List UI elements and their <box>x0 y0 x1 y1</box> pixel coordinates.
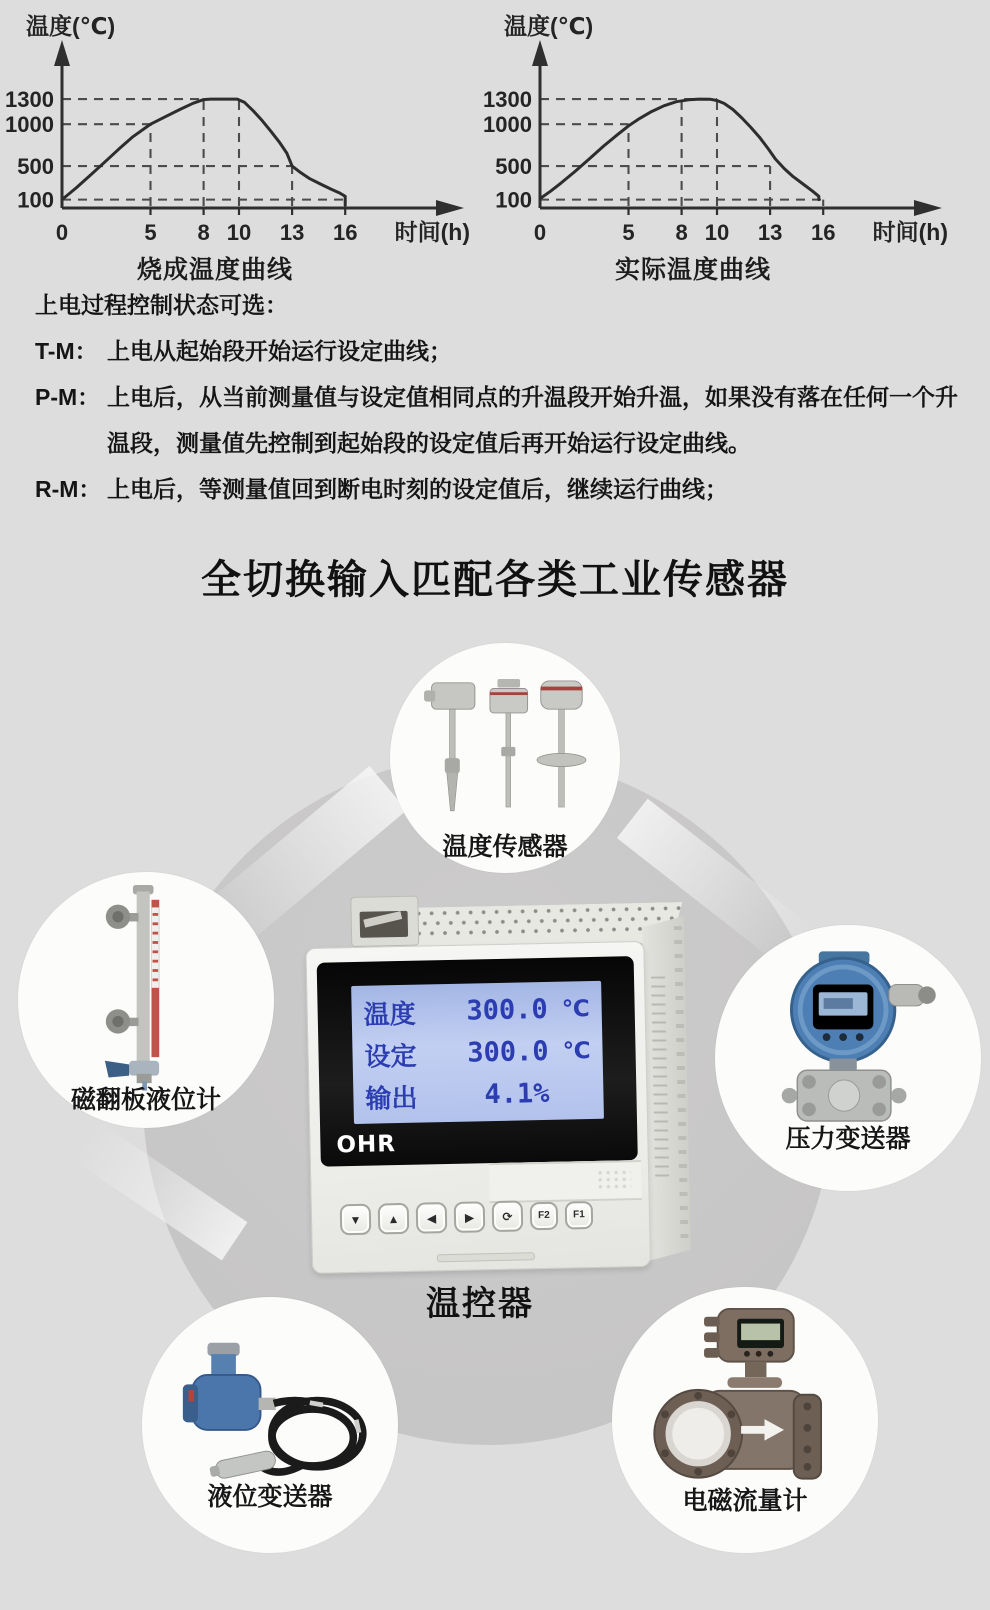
lcd-setpoint-label: 设定 <box>364 1040 417 1072</box>
desc-item-tm-label: T-M： <box>35 338 98 364</box>
svg-text:8: 8 <box>675 220 688 245</box>
svg-text:1300: 1300 <box>483 87 532 113</box>
sensor-circle-temperature <box>390 643 620 873</box>
svg-text:时间(h): 时间(h) <box>394 219 470 245</box>
sensor-circle-level-gauge <box>18 872 274 1128</box>
up-arrow-button: ▲ <box>378 1203 410 1235</box>
controller-label: 温控器 <box>426 1285 534 1323</box>
lcd-setpoint-unit: ℃ <box>562 1036 591 1064</box>
temperature-charts-row <box>0 10 990 286</box>
sensor-label-level-transmitter: 液位变送器 <box>207 1483 333 1511</box>
lcd-temperature-value: 300.0 <box>466 993 548 1027</box>
device-bottom-slot <box>437 1252 535 1262</box>
svg-text:10: 10 <box>226 220 252 245</box>
brand-logo: OHR <box>336 1131 397 1159</box>
sensor-label-flowmeter: 电磁流量计 <box>682 1487 808 1515</box>
svg-text:0: 0 <box>533 220 547 245</box>
right-arrow-button: ▶ <box>454 1201 486 1233</box>
desc-item-pm <box>35 374 965 466</box>
desc-intro <box>35 282 965 328</box>
level-transmitter-photo <box>165 1320 375 1500</box>
svg-text:温度(℃): 温度(℃) <box>26 13 116 39</box>
set-curve-plot <box>0 10 478 250</box>
device-side-label <box>651 976 669 1176</box>
svg-text:16: 16 <box>810 220 836 245</box>
svg-text:5: 5 <box>144 220 157 245</box>
svg-text:5: 5 <box>622 220 635 245</box>
lcd-temperature-label: 温度 <box>363 998 417 1030</box>
lcd-row-setpoint <box>364 1032 591 1074</box>
desc-item-rm-text: 上电后，等测量值回到断电时刻的设定值后，继续运行曲线； <box>107 476 728 502</box>
svg-text:温度(℃): 温度(℃) <box>504 13 594 39</box>
device-button-row <box>340 1199 594 1235</box>
actual-curve-plot <box>478 10 956 250</box>
device-panel-dots <box>597 1169 631 1192</box>
sensor-circle-pressure <box>715 925 981 1191</box>
svg-text:13: 13 <box>757 220 783 245</box>
sensor-label-pressure: 压力变送器 <box>785 1125 911 1153</box>
actual-curve-chart <box>478 10 956 286</box>
device-terminal-block <box>350 896 419 947</box>
lcd-temperature-unit: ℃ <box>561 994 590 1022</box>
svg-text:500: 500 <box>495 154 532 180</box>
svg-text:13: 13 <box>279 220 305 245</box>
svg-text:1300: 1300 <box>5 87 54 113</box>
cycle-button: ⟳ <box>492 1200 524 1232</box>
svg-text:500: 500 <box>17 154 54 180</box>
sensor-matching-diagram <box>0 608 990 1610</box>
desc-item-rm <box>35 466 965 512</box>
desc-item-rm-label: R-M： <box>35 476 102 502</box>
sensor-label-temperature: 温度传感器 <box>442 833 568 861</box>
desc-item-tm <box>35 328 965 374</box>
magnetic-level-gauge-photo <box>71 877 221 1092</box>
lcd-row-temperature <box>363 990 590 1032</box>
electromagnetic-flowmeter-photo <box>648 1299 843 1509</box>
left-arrow-button: ◀ <box>416 1202 448 1234</box>
down-arrow-button: ▼ <box>340 1204 372 1236</box>
sensor-circle-flowmeter <box>612 1287 878 1553</box>
section-title: 全切换输入匹配各类工业传感器 <box>201 558 789 602</box>
device-side-fins <box>674 926 689 1246</box>
svg-text:1000: 1000 <box>5 112 54 138</box>
lcd-setpoint-value: 300.0 <box>466 1035 549 1069</box>
desc-intro-text: 上电过程控制状态可选： <box>35 292 288 318</box>
svg-text:16: 16 <box>332 220 358 245</box>
desc-item-tm-text: 上电从起始段开始运行设定曲线； <box>107 338 452 364</box>
desc-item-pm-label: P-M： <box>35 384 101 410</box>
temperature-controller-photo <box>294 872 698 1276</box>
f2-button: F2 <box>530 1201 559 1230</box>
set-curve-title: 烧成温度曲线 <box>136 256 293 284</box>
pressure-transmitter-photo <box>751 940 946 1145</box>
svg-text:0: 0 <box>55 220 69 245</box>
lcd-row-output <box>365 1074 592 1116</box>
device-lcd-screen <box>351 981 604 1124</box>
f1-button: F1 <box>565 1201 594 1230</box>
svg-text:8: 8 <box>197 220 210 245</box>
lcd-output-value: 4.1% <box>484 1077 550 1110</box>
svg-text:1000: 1000 <box>483 112 532 138</box>
lcd-output-label: 输出 <box>365 1082 418 1114</box>
device-front-panel <box>305 941 651 1274</box>
actual-curve-title: 实际温度曲线 <box>614 256 771 284</box>
lcd-output-unit <box>549 1092 591 1093</box>
temperature-sensor-photo <box>410 664 600 824</box>
sensor-circle-level-transmitter <box>142 1297 398 1553</box>
svg-text:100: 100 <box>17 187 54 213</box>
svg-text:时间(h): 时间(h) <box>872 219 948 245</box>
svg-text:10: 10 <box>704 220 730 245</box>
device-display-bezel <box>317 956 638 1167</box>
sensor-label-level-gauge: 磁翻板液位计 <box>70 1086 221 1114</box>
desc-item-pm-text: 上电后，从当前测量值与设定值相同点的升温段开始升温，如果没有落在任何一个升温段，测量值先控制到起始段的设定值后再开始运行设定曲线。 <box>107 384 958 456</box>
terminal-clamp <box>360 911 409 938</box>
set-curve-chart <box>0 10 478 286</box>
power-on-description <box>35 282 965 512</box>
svg-text:100: 100 <box>495 187 532 213</box>
device-panel-groove <box>489 1160 642 1203</box>
